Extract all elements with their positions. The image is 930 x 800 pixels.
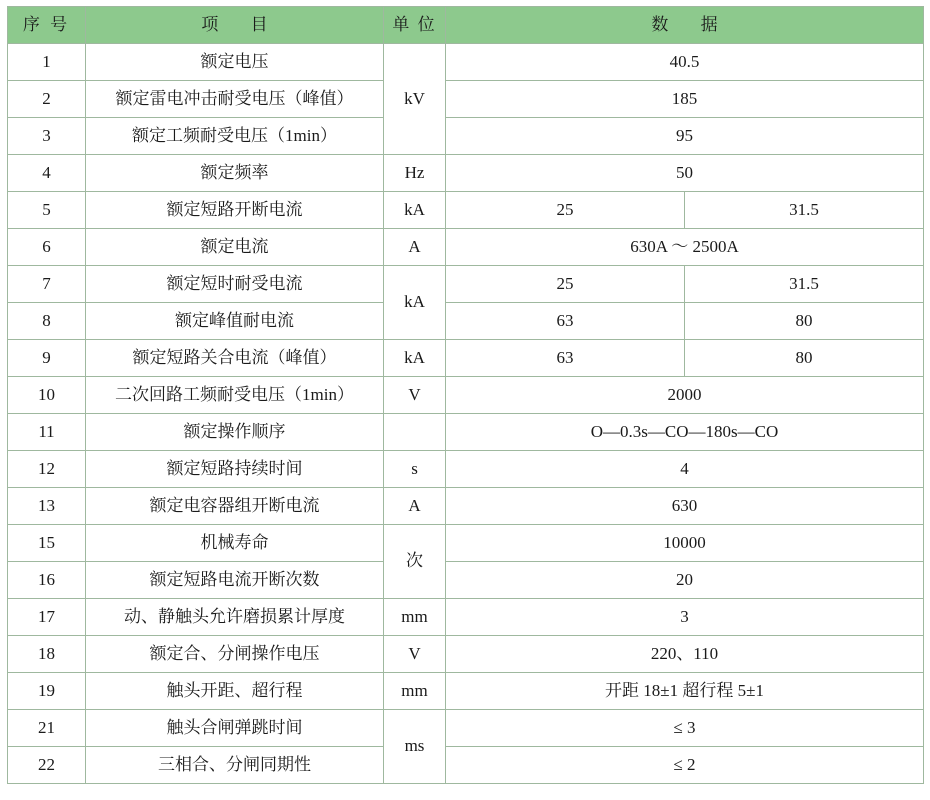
cell-data: 3 bbox=[446, 599, 924, 636]
cell-data: 50 bbox=[446, 155, 924, 192]
spec-table-page bbox=[0, 6, 930, 800]
cell-item: 额定短路电流开断次数 bbox=[86, 562, 384, 599]
cell-unit: kA bbox=[384, 266, 446, 340]
cell-item: 额定频率 bbox=[86, 155, 384, 192]
header-cell-item: 项 目 bbox=[86, 7, 384, 44]
cell-no: 4 bbox=[8, 155, 86, 192]
cell-item: 触头开距、超行程 bbox=[86, 673, 384, 710]
cell-no: 1 bbox=[8, 44, 86, 81]
cell-no: 8 bbox=[8, 303, 86, 340]
cell-item: 机械寿命 bbox=[86, 525, 384, 562]
table-row bbox=[8, 118, 924, 155]
cell-no: 22 bbox=[8, 747, 86, 784]
table-row bbox=[8, 340, 924, 377]
cell-data: 220、110 bbox=[446, 636, 924, 673]
table-row bbox=[8, 377, 924, 414]
cell-unit: V bbox=[384, 636, 446, 673]
cell-no: 10 bbox=[8, 377, 86, 414]
cell-data-2: 80 bbox=[685, 340, 924, 377]
cell-no: 16 bbox=[8, 562, 86, 599]
table-row bbox=[8, 81, 924, 118]
cell-unit: A bbox=[384, 229, 446, 266]
header-cell-data: 数 据 bbox=[446, 7, 924, 44]
cell-item: 动、静触头允许磨损累计厚度 bbox=[86, 599, 384, 636]
cell-no: 15 bbox=[8, 525, 86, 562]
cell-data: 95 bbox=[446, 118, 924, 155]
cell-data: ≤ 2 bbox=[446, 747, 924, 784]
cell-item: 额定短路开断电流 bbox=[86, 192, 384, 229]
cell-data-2: 31.5 bbox=[685, 266, 924, 303]
cell-item: 三相合、分闸同期性 bbox=[86, 747, 384, 784]
cell-no: 6 bbox=[8, 229, 86, 266]
specifications-table bbox=[7, 6, 924, 784]
cell-data: 185 bbox=[446, 81, 924, 118]
cell-data-1: 63 bbox=[446, 340, 685, 377]
cell-item: 额定合、分闸操作电压 bbox=[86, 636, 384, 673]
cell-item: 额定雷电冲击耐受电压（峰值） bbox=[86, 81, 384, 118]
cell-data-2: 31.5 bbox=[685, 192, 924, 229]
cell-data: 2000 bbox=[446, 377, 924, 414]
cell-item: 触头合闸弹跳时间 bbox=[86, 710, 384, 747]
table-row bbox=[8, 562, 924, 599]
cell-item: 额定短时耐受电流 bbox=[86, 266, 384, 303]
cell-unit: V bbox=[384, 377, 446, 414]
cell-no: 9 bbox=[8, 340, 86, 377]
cell-no: 3 bbox=[8, 118, 86, 155]
table-row bbox=[8, 303, 924, 340]
cell-data: 4 bbox=[446, 451, 924, 488]
cell-unit: kV bbox=[384, 44, 446, 155]
table-row bbox=[8, 747, 924, 784]
cell-no: 2 bbox=[8, 81, 86, 118]
table-body bbox=[8, 44, 924, 784]
header-cell-no: 序 号 bbox=[8, 7, 86, 44]
table-row bbox=[8, 414, 924, 451]
cell-no: 12 bbox=[8, 451, 86, 488]
cell-unit: s bbox=[384, 451, 446, 488]
cell-data: 10000 bbox=[446, 525, 924, 562]
table-row bbox=[8, 710, 924, 747]
cell-data: 630 bbox=[446, 488, 924, 525]
cell-item: 额定电压 bbox=[86, 44, 384, 81]
cell-unit: kA bbox=[384, 192, 446, 229]
cell-data: ≤ 3 bbox=[446, 710, 924, 747]
table-row bbox=[8, 451, 924, 488]
cell-data-1: 63 bbox=[446, 303, 685, 340]
cell-data-2: 80 bbox=[685, 303, 924, 340]
cell-no: 13 bbox=[8, 488, 86, 525]
cell-unit: Hz bbox=[384, 155, 446, 192]
cell-item: 额定电流 bbox=[86, 229, 384, 266]
table-row bbox=[8, 192, 924, 229]
cell-no: 5 bbox=[8, 192, 86, 229]
table-row bbox=[8, 636, 924, 673]
cell-no: 18 bbox=[8, 636, 86, 673]
cell-unit: kA bbox=[384, 340, 446, 377]
header-cell-unit: 单 位 bbox=[384, 7, 446, 44]
cell-data: 40.5 bbox=[446, 44, 924, 81]
cell-unit: 次 bbox=[384, 525, 446, 599]
cell-item: 二次回路工频耐受电压（1min） bbox=[86, 377, 384, 414]
cell-unit bbox=[384, 414, 446, 451]
cell-no: 19 bbox=[8, 673, 86, 710]
cell-no: 7 bbox=[8, 266, 86, 303]
table-row bbox=[8, 599, 924, 636]
cell-data: 20 bbox=[446, 562, 924, 599]
cell-item: 额定电容器组开断电流 bbox=[86, 488, 384, 525]
cell-unit: ms bbox=[384, 710, 446, 784]
cell-unit: mm bbox=[384, 673, 446, 710]
table-header bbox=[8, 7, 924, 44]
cell-unit: mm bbox=[384, 599, 446, 636]
table-row bbox=[8, 155, 924, 192]
cell-no: 17 bbox=[8, 599, 86, 636]
table-row bbox=[8, 44, 924, 81]
cell-item: 额定峰值耐电流 bbox=[86, 303, 384, 340]
table-row bbox=[8, 525, 924, 562]
table-header-row bbox=[8, 7, 924, 44]
cell-no: 21 bbox=[8, 710, 86, 747]
cell-data: O—0.3s—CO—180s—CO bbox=[446, 414, 924, 451]
cell-item: 额定工频耐受电压（1min） bbox=[86, 118, 384, 155]
cell-item: 额定短路关合电流（峰值） bbox=[86, 340, 384, 377]
cell-item: 额定操作顺序 bbox=[86, 414, 384, 451]
cell-no: 11 bbox=[8, 414, 86, 451]
table-row bbox=[8, 266, 924, 303]
cell-data-1: 25 bbox=[446, 192, 685, 229]
cell-data: 630A ～ 2500A bbox=[446, 229, 924, 266]
table-row bbox=[8, 229, 924, 266]
cell-unit: A bbox=[384, 488, 446, 525]
cell-item: 额定短路持续时间 bbox=[86, 451, 384, 488]
cell-data-1: 25 bbox=[446, 266, 685, 303]
table-row bbox=[8, 488, 924, 525]
table-row bbox=[8, 673, 924, 710]
cell-data: 开距 18±1 超行程 5±1 bbox=[446, 673, 924, 710]
